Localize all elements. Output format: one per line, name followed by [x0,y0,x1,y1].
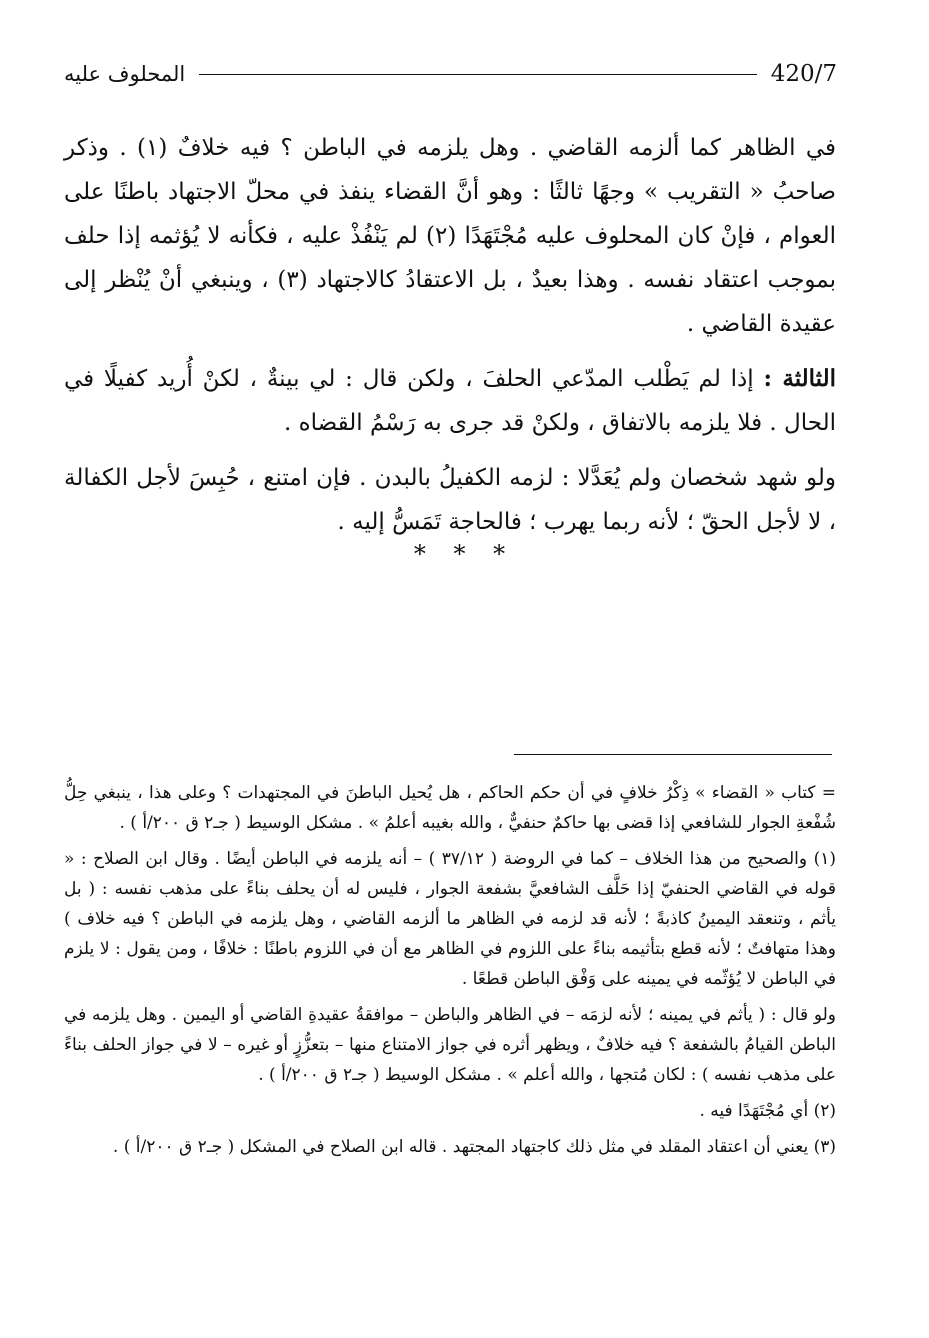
paragraph-text: في الظاهر كما ألزمه القاضي . وهل يلزمه في الباطن ؟ فيه خلافٌ (١) . وذكر صاحبُ « التقريب » وجهًا ثالثًا : وهو أنَّ القضاء ينفذ في محلّ الاجتهاد باطنًا على العوام ، فإنْ كان المحلوف عليه مُجْتَهَدًا (٢) لم يَنْفُذْ عليه ، فكأنه لا يُؤثمه إذا حلف بموجب اعتقاد نفسه . وهذا بعيدٌ ، بل الاعتقادُ كالاجتهاد (٣) ، وينبغي أنْ يُنْظر إلى عقيدة القاضي . [64,135,837,337]
page-number: 420/7 [770,61,837,87]
footnote-continuation: = كتاب « القضاء » ذِكْرُ خلافٍ في أن حكم الحاكم ، هل يُحيل الباطنَ في المجتهدات ؟ وعلى هذا ، ينبغي حِلُّ شُفْعةِ الجوار للشافعي إذا قضى بها حاكمٌ حنفيٌّ ، والله بغيبه أعلمُ » . مشكل الوسيط ( جـ٢ ق ٢٠٠/أ ) . [64,783,836,833]
paragraph [64,456,836,544]
paragraph [64,357,836,445]
page-header [64,54,837,94]
paragraph [64,126,836,346]
footnote-1: (١) والصحيح من هذا الخلاف – كما في الروضة ( ٣٧/١٢ ) – أنه يلزمه في الباطن أيضًا . وقال ابن الصلاح : « قوله في القاضي الحنفيّ إذا حَلَّف الشافعيَّ بشفعة الجوار ، فليس له أن يحلف بناءً على مذهب نفسه : ( بل يأثم ، وتنعقد اليمينُ كاذبةً ؛ لأنه قد لزمه في الظاهر ما ألزمه القاضي ، وهل يلزمه في الباطن ؟ فيه خلاف ) وهذا متهافتٌ ؛ لأنه قطع بتأثيمه بناءً على اللزوم في الظاهر مع أن في اللزوم باطنًا : خلافًا ، ومن يقول : لا يلزم في الباطن لا يُؤثّمه في يمينه على وَفْق الباطن قطعًا . [64,849,836,989]
section-separator: * * * [413,540,516,568]
section-lead: الثالثة : [763,365,837,392]
running-title: المحلوف عليه [64,62,186,86]
paragraph-text: ولو شهد شخصان ولم يُعَدَّلا : لزمه الكفيلُ بالبدن . فإن امتنع ، حُبِسَ لأجل الكفالة ، لا لأجل الحقّ ؛ لأنه ربما يهرب ؛ فالحاجة تَمَسُّ إليه . [64,465,836,535]
footnotes [64,778,836,1168]
paragraph-text: إذا لم يَطْلب المدّعي الحلفَ ، ولكن قال : لي بينةٌ ، لكنْ أُريد كفيلًا في الحال . فلا يلزمه بالاتفاق ، ولكنْ قد جرى به رَسْمُ القضاه . [64,366,836,436]
header-rule [199,74,756,75]
footnote-1-continued: ولو قال : ( يأثم في يمينه ؛ لأنه لزمَه – في الظاهر والباطن – موافقةُ عقيدةِ القاضي أو اليمين . وهل يلزمه في الباطن القيامُ بالشفعة ؟ فيه خلافٌ ، ويظهر أثره في جواز الامتناع منها – بتعزُّزٍ أو غيره – لا في جواز الحلف بناءً على مذهب نفسه ) : لكان مُتجها ، والله أعلم » . مشكل الوسيط ( جـ٢ ق ٢٠٠/أ ) . [64,1005,836,1085]
footnote-rule [514,754,832,755]
main-text [64,126,836,555]
footnote-2: (٢) أي مُجْتَهَدًا فيه . [699,1101,836,1121]
footnote-3: (٣) يعني أن اعتقاد المقلد في مثل ذلك كاجتهاد المجتهد . قاله ابن الصلاح في المشكل ( جـ٢ ق ٢٠٠/أ ) . [112,1137,836,1157]
